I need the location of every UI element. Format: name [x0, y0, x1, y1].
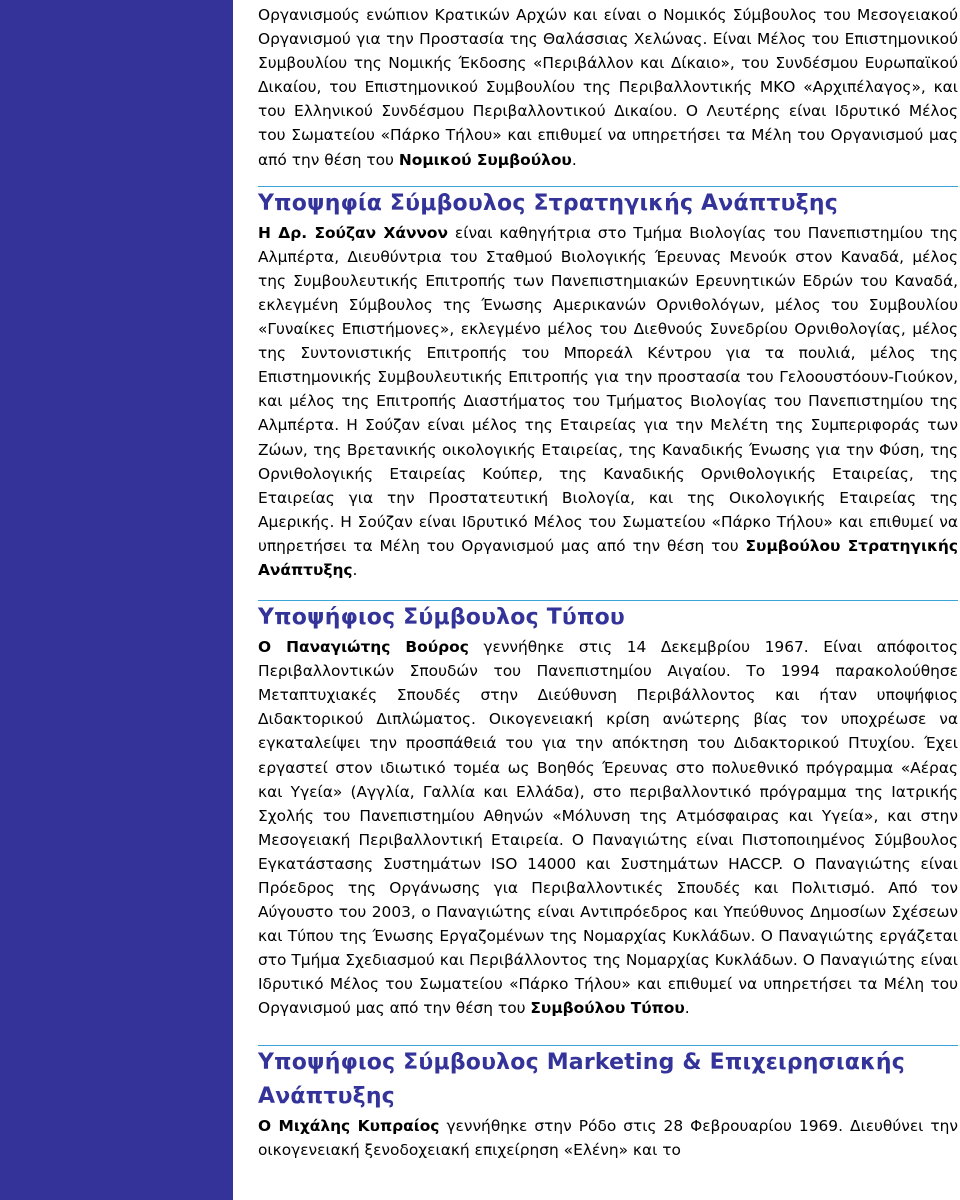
- paragraph-end: .: [684, 999, 690, 1018]
- candidate-bio: γεννήθηκε στην Ρόδο στις 28 Φεβρουαρίου 1969. Διευθύνει την οικογενειακή ξενοδοχειακή επιχείρηση «Ελένη» και το: [258, 1116, 958, 1159]
- candidate-bio: γεννήθηκε στις 14 Δεκεμβρίου 1967. Είναι απόφοιτος Περιβαλλοντικών Σπουδών του Πανεπιστημίου Αιγαίου. Το 1994 παρακολούθησε Μεταπτυχιακές Σπουδές στην Διεύθυνση Περιβάλλοντος και ήταν υποψήφιος Διδακτορικού Διπλώματος. Οικογενειακή κρίση ανώτερης βίας τον υποχρέωσε να εγκαταλείψει την προσπάθειά του για την απόκτηση του Διδακτορικού Πτυχίου. Έχει εργαστεί στον ιδιωτικό τομέα ως Βοηθός Έρευνας στο πολυεθνικό πρόγραμμα «Αέρας και Υγεία» (Αγγλία, Γαλλία και Ελλάδα), στο περιβαλλοντικό πρόγραμμα της Ιατρικής Σχολής του Πανεπιστημίου Αθηνών «Μόλυνση της Ατμόσφαιρας και Υγεία», και στην Μεσογειακή Περιβαλλοντική Εταιρεία. Ο Παναγιώτης είναι Πιστοποιημένος Σύμβουλος Εγκατάστασης Συστημάτων ISO 14000 και Συστημάτων HACCP. Ο Παναγιώτης είναι Πρόεδρος της Οργάνωσης για Περιβαλλοντικές Σπουδές και Πολιτισμό. Από τον Αύγουστο του 2003, ο Παναγιώτης είναι Αντιπρόεδρος και Υπεύθυνος Δημοσίων Σχέσεων και Τύπου της Ένωσης Εργαζομένων της Νομαρχίας Κυκλάδων. Ο Παναγιώτης εργάζεται στο Τμήμα Σχεδιασμού και Περιβάλλοντος της Νομαρχίας Κυκλάδων. Ο Παναγιώτης είναι Ιδρυτικό Μέλος του Σωματείου «Πάρκο Τήλου» και επιθυμεί να υπηρετήσει τα Μέλη του Οργανισμού μας από την θέση του: [258, 638, 958, 1018]
- candidate-role: Συμβούλου Στρατηγικής Ανάπτυξης: [258, 536, 958, 579]
- intro-end: .: [571, 150, 577, 169]
- section-heading-marketing: Υποψήφιος Σύμβουλος Marketing & Επιχειρησιακής Ανάπτυξης: [258, 1049, 905, 1109]
- intro-role: Νομικού Συμβούλου: [398, 150, 572, 169]
- intro-paragraph: [258, 3, 958, 172]
- candidate-role: Συμβούλου Τύπου: [530, 999, 685, 1018]
- section-paragraph-strategy: [258, 221, 958, 582]
- paragraph-end: .: [352, 560, 358, 579]
- candidate-bio: είναι καθηγήτρια στο Τμήμα Βιολογίας του Πανεπιστημίου της Αλμπέρτα, Διευθύντρια του Σταθμού Βιολογικής Έρευνας Μενούκ στον Καναδά, μέλος της Συμβουλευτικής Επιτροπής των Πανεπιστημιακών Ερευνητικών Εδρών του Καναδά, εκλεγμένη Σύμβουλος της Ένωσης Αμερικανών Ορνιθολόγων, μέλος του Συμβουλίου «Γυναίκες Επιστήμονες», εκλεγμένο μέλος του Διεθνούς Συνεδρίου Ορνιθολογίας, μέλος της Συντονιστικής Επιτροπής του Μπορεάλ Κέντρου για τα πουλιά, μέλος της Επιστημονικής Συμβουλευτικής Επιτροπής για την προστασία του Γελοουστόουν-Γιούκον, και μέλος της Επιτροπής Διαστήματος του Τμήματος Βιολογίας του Πανεπιστημίου της Αλμπέρτα. Η Σούζαν είναι μέλος της Εταιρείας για την Μελέτη της Συμπεριφοράς των Ζώων, της Βρετανικής οικολογικής Εταιρείας, της Καναδικής Ένωσης για την Φύση, της Ορνιθολογικής Εταιρείας Κούπερ, της Καναδικής Ορνιθολογικής Εταιρείας, της Εταιρείας για την Προστατευτική Βιολογία, και της Οικολογικής Εταιρείας της Αμερικής. Η Σούζαν είναι Ιδρυτικό Μέλος του Σωματείου «Πάρκο Τήλου» και επιθυμεί να υπηρετήσει τα Μέλη του Οργανισμού μας από την θέση του: [258, 223, 959, 555]
- document-content: [258, 3, 958, 1162]
- section-heading-press: Υποψήφιος Σύμβουλος Τύπου: [258, 605, 625, 631]
- section-paragraph-marketing: [258, 1114, 958, 1162]
- section-heading-strategy: Υποψηφία Σύμβουλος Στρατηγικής Ανάπτυξης: [258, 190, 838, 216]
- intro-text: Οργανισμούς ενώπιον Κρατικών Αρχών και είναι ο Νομικός Σύμβουλος του Μεσογειακού Οργανισμού για την Προστασία της Θαλάσσιας Χελώνας. Είναι Μέλος του Επιστημονικού Συμβουλίου της Νομικής Έκδοσης «Περιβάλλον και Δίκαιο», του Συνδέσμου Ευρωπαϊκού Δικαίου, του Επιστημονικού Συμβουλίου της Περιβαλλοντικής ΜΚΟ «Αρχιπέλαγος», και του Ελληνικού Συνδέσμου Περιβαλλοντικού Δικαίου. Ο Λευτέρης είναι Ιδρυτικό Μέλος του Σωματείου «Πάρκο Τήλου» και επιθυμεί να υπηρετήσει τα Μέλη του Οργανισμού μας από την θέση του: [258, 6, 958, 169]
- section-paragraph-press: [258, 635, 958, 1021]
- candidate-name: Ο Παναγιώτης Βούρος: [258, 638, 469, 657]
- candidate-name: Ο Μιχάλης Κυπραίος: [258, 1116, 440, 1135]
- sidebar-bar: [0, 0, 233, 1200]
- candidate-name: Η Δρ. Σούζαν Χάννον: [258, 223, 448, 242]
